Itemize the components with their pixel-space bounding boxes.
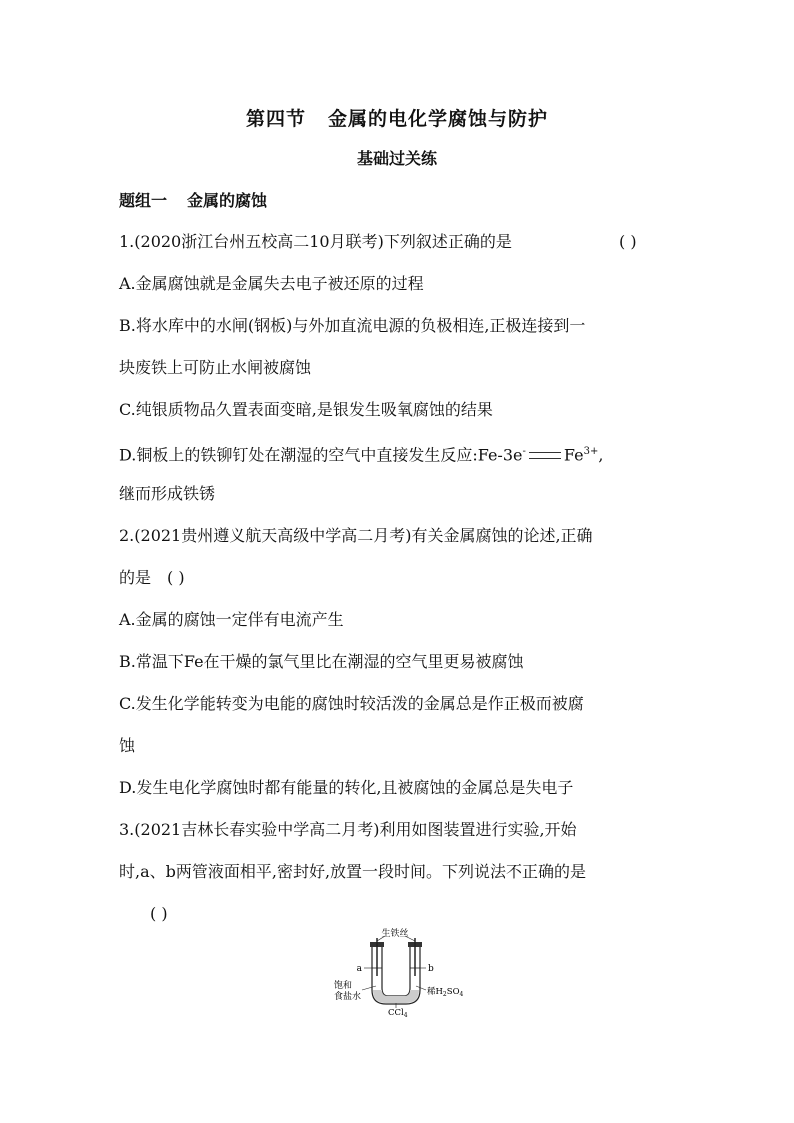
question-3-stem-line1: 3.(2021吉林长春实验中学高二月考)利用如图装置进行实验,开始: [119, 820, 577, 839]
section-name: 金属的电化学腐蚀与防护: [328, 108, 549, 130]
charge-sup: -: [522, 446, 526, 457]
option-d-comma: ,: [598, 445, 604, 465]
label-a: a: [356, 964, 362, 974]
answer-blank: ( ): [619, 232, 637, 251]
question-2-text: 的是: [119, 568, 152, 587]
question-group-heading: [119, 188, 267, 211]
question-2-option-c-line2: 蚀: [119, 736, 136, 755]
label-ccl4: CCl$_4$: [388, 1008, 408, 1019]
section-number: 第四节: [245, 108, 306, 130]
u-tube-apparatus-figure: [330, 928, 464, 1019]
question-3-stem-line2: 时,a、b两管液面相平,密封好,放置一段时间。下列说法不正确的是: [119, 862, 587, 881]
section-title: [0, 104, 794, 131]
group-number: 题组一: [119, 191, 168, 210]
option-d-text: D.铜板上的铁铆钉处在潮湿的空气中直接发生反应:Fe-3e: [119, 445, 523, 465]
question-2-option-c-line1: C.发生化学能转变为电能的腐蚀时较活泼的金属总是作正极而被腐: [119, 694, 584, 713]
group-name: 金属的腐蚀: [187, 191, 268, 210]
leader-line: [362, 986, 376, 990]
question-2-stem-line1: 2.(2021贵州遵义航天高级中学高二月考)有关金属腐蚀的论述,正确: [119, 526, 593, 545]
leader-line: [416, 986, 426, 990]
ccl4-liquid: [373, 990, 419, 1003]
section-subtitle: 基础过关练: [356, 149, 437, 168]
question-2-option-a: A.金属的腐蚀一定伴有电流产生: [119, 610, 344, 629]
question-1-option-c: C.纯银质物品久置表面变暗,是银发生吸氧腐蚀的结果: [119, 400, 493, 419]
question-1-option-a: A.金属腐蚀就是金属失去电子被还原的过程: [119, 274, 424, 293]
question-2-stem-line2: [119, 568, 185, 588]
question-1-option-b-line1: B.将水库中的水闸(钢板)与外加直流电源的负极相连,正极连接到一: [119, 316, 586, 335]
question-2-option-b: B.常温下Fe在干燥的氯气里比在潮湿的空气里更易被腐蚀: [119, 652, 524, 671]
question-1-option-d-line1: [119, 442, 603, 465]
question-2-option-d: D.发生电化学腐蚀时都有能量的转化,且被腐蚀的金属总是失电子: [119, 778, 574, 797]
label-b: b: [428, 964, 434, 974]
charge-sup: 3+: [583, 446, 599, 457]
answer-blank: ( ): [150, 904, 168, 923]
answer-blank: ( ): [167, 568, 185, 587]
u-tube-inner: [382, 946, 410, 996]
question-1-text: 1.(2020浙江台州五校高二10月联考)下列叙述正确的是: [119, 232, 512, 251]
question-1-option-d-line2: 继而形成铁锈: [119, 484, 216, 503]
equals-sign: [529, 452, 561, 459]
option-d-product: Fe: [563, 445, 584, 465]
label-dilute-h2so4: 稀$H_2SO_4$: [427, 987, 464, 998]
label-brine: 食盐水: [334, 992, 362, 1002]
question-1-option-b-line2: 块废铁上可防止水闸被腐蚀: [119, 358, 312, 377]
label-saturated: 饱和: [334, 981, 353, 991]
question-1-stem: [119, 232, 637, 252]
label-iron-wire: 生铁丝: [381, 929, 409, 939]
